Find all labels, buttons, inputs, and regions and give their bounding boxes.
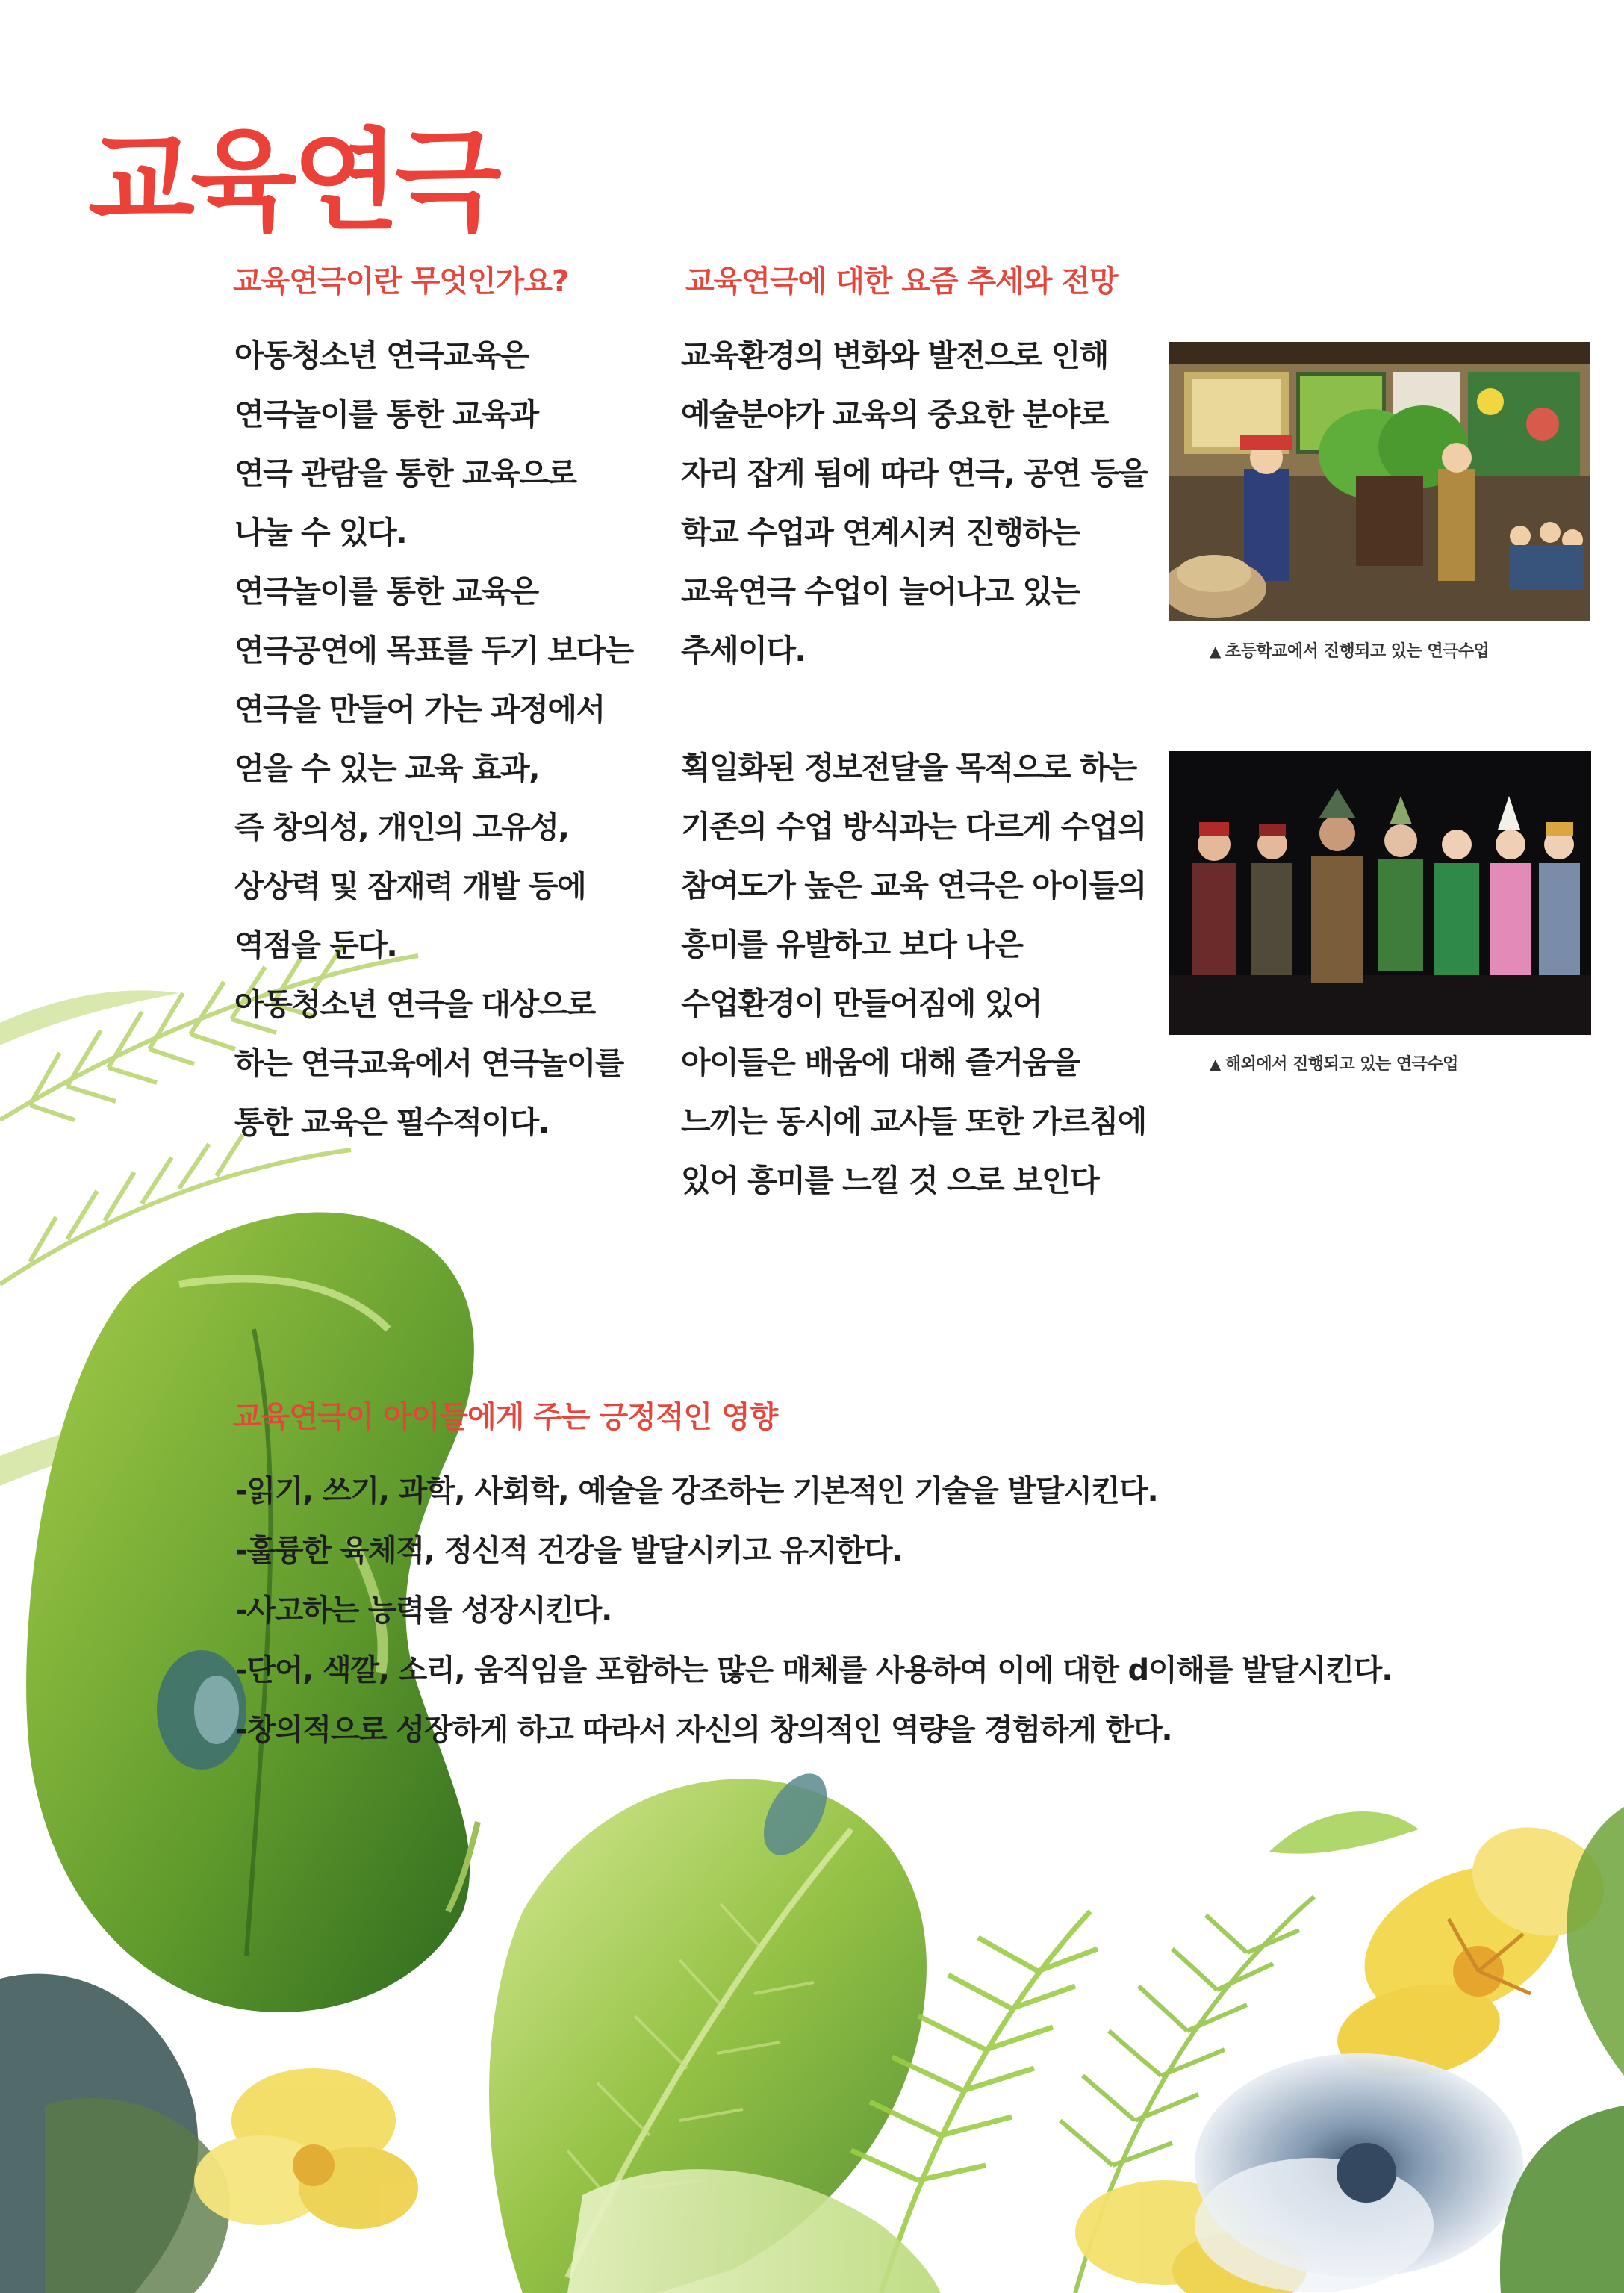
section2-line: 예술분야가 교육의 중요한 분야로 [681, 396, 1108, 432]
section1-line: 아동청소년 연극을 대상으로 [234, 986, 595, 1022]
section1-line: 통한 교육은 필수적이다. [234, 1104, 549, 1140]
effect-item: -단어, 색깔, 소리, 움직임을 포함하는 많은 매체를 사용하여 이에 대한 d이해를 발달시킨다. [235, 1653, 1393, 1687]
section2-line: 흥미를 유발하고 보다 나은 [681, 927, 1023, 962]
effect-item: -사고하는 능력을 성장시킨다. [235, 1593, 612, 1628]
effect-item: -창의적으로 성장하게 하고 따라서 자신의 창의적인 역량을 경험하게 한다. [235, 1713, 1172, 1747]
photo2-caption [1210, 1051, 1458, 1074]
section1-line: 연극 관람을 통한 교육으로 [234, 455, 576, 491]
section1-line: 즉 창의성, 개인의 고유성, [234, 809, 569, 845]
pale-leaf [567, 2169, 941, 2293]
section1-line: 연극놀이를 통한 교육은 [234, 573, 538, 609]
yellow-flower-left [194, 2068, 418, 2229]
section2-heading: 교육연극에 대한 요즘 추세와 전망 [685, 264, 1118, 299]
photo-elementary-class [1169, 342, 1590, 621]
section2-paragraph1 [681, 326, 1147, 680]
blue-flower [1195, 2053, 1523, 2292]
section3-heading: 교육연극이 아이들에게 주는 긍정적인 영향 [233, 1400, 778, 1434]
section2-line: 수업환경이 만들어짐에 있어 [681, 986, 1042, 1021]
section2-line: 추세이다. [681, 632, 806, 668]
section2-line: 자리 잡게 됨에 따라 연극, 공연 등을 [681, 455, 1148, 491]
section2-line: 교육환경의 변화와 발전으로 인해 [681, 337, 1108, 373]
photo1-caption-text: 초등학교에서 진행되고 있는 연극수업 [1225, 642, 1490, 661]
effect-item: -읽기, 쓰기, 과학, 사회학, 예술을 강조하는 기본적인 기술을 발달시킨다. [235, 1474, 1158, 1508]
section1-heading: 교육연극이란 무엇인가요? [233, 264, 569, 299]
section1-body [234, 326, 633, 1152]
section1-line: 상상력 및 잠재력 개발 등에 [234, 868, 586, 904]
section1-line: 역점을 둔다. [234, 927, 397, 963]
section2-paragraph2 [681, 738, 1146, 1210]
effect-item: -훌륭한 육체적, 정신적 건강을 발달시키고 유지한다. [235, 1534, 903, 1568]
section1-line: 연극놀이를 통한 교육과 [234, 396, 538, 432]
section1-line: 하는 연극교육에서 연극놀이를 [234, 1045, 623, 1081]
section2-line: 획일화된 정보전달을 목적으로 하는 [681, 750, 1136, 785]
photo1-caption [1210, 638, 1489, 662]
section2-line: 학교 수업과 연계시켜 진행하는 [681, 514, 1080, 550]
section3-list [235, 1461, 1392, 1760]
section2-line: 아이들은 배움에 대해 즐거움을 [681, 1045, 1080, 1080]
triangle-marker: ▲ [1210, 1055, 1221, 1073]
section2-line: 참여도가 높은 교육 연극은 아이들의 [681, 868, 1146, 903]
section1-line: 얻을 수 있는 교육 효과, [234, 750, 540, 786]
section2-line: 느끼는 동시에 교사들 또한 가르침에 [681, 1104, 1146, 1139]
section1-line: 연극을 만들어 가는 과정에서 [234, 691, 605, 727]
section1-line: 아동청소년 연극교육은 [234, 337, 529, 373]
section1-line: 나눌 수 있다. [234, 514, 407, 550]
photo2-caption-text: 해외에서 진행되고 있는 연극수업 [1225, 1055, 1458, 1074]
section2-line: 교육연극 수업이 늘어나고 있는 [681, 573, 1080, 609]
section2-line: 기존의 수업 방식과는 다르게 수업의 [681, 809, 1146, 844]
page-title: 교육연극 [88, 117, 497, 246]
triangle-marker: ▲ [1210, 642, 1221, 660]
section2-line: 있어 흥미를 느낄 것 으로 보인다 [681, 1163, 1099, 1198]
section1-line: 연극공연에 목표를 두기 보다는 [234, 632, 633, 668]
dark-leaf [0, 1974, 230, 2293]
photo-overseas-class [1169, 751, 1591, 1035]
